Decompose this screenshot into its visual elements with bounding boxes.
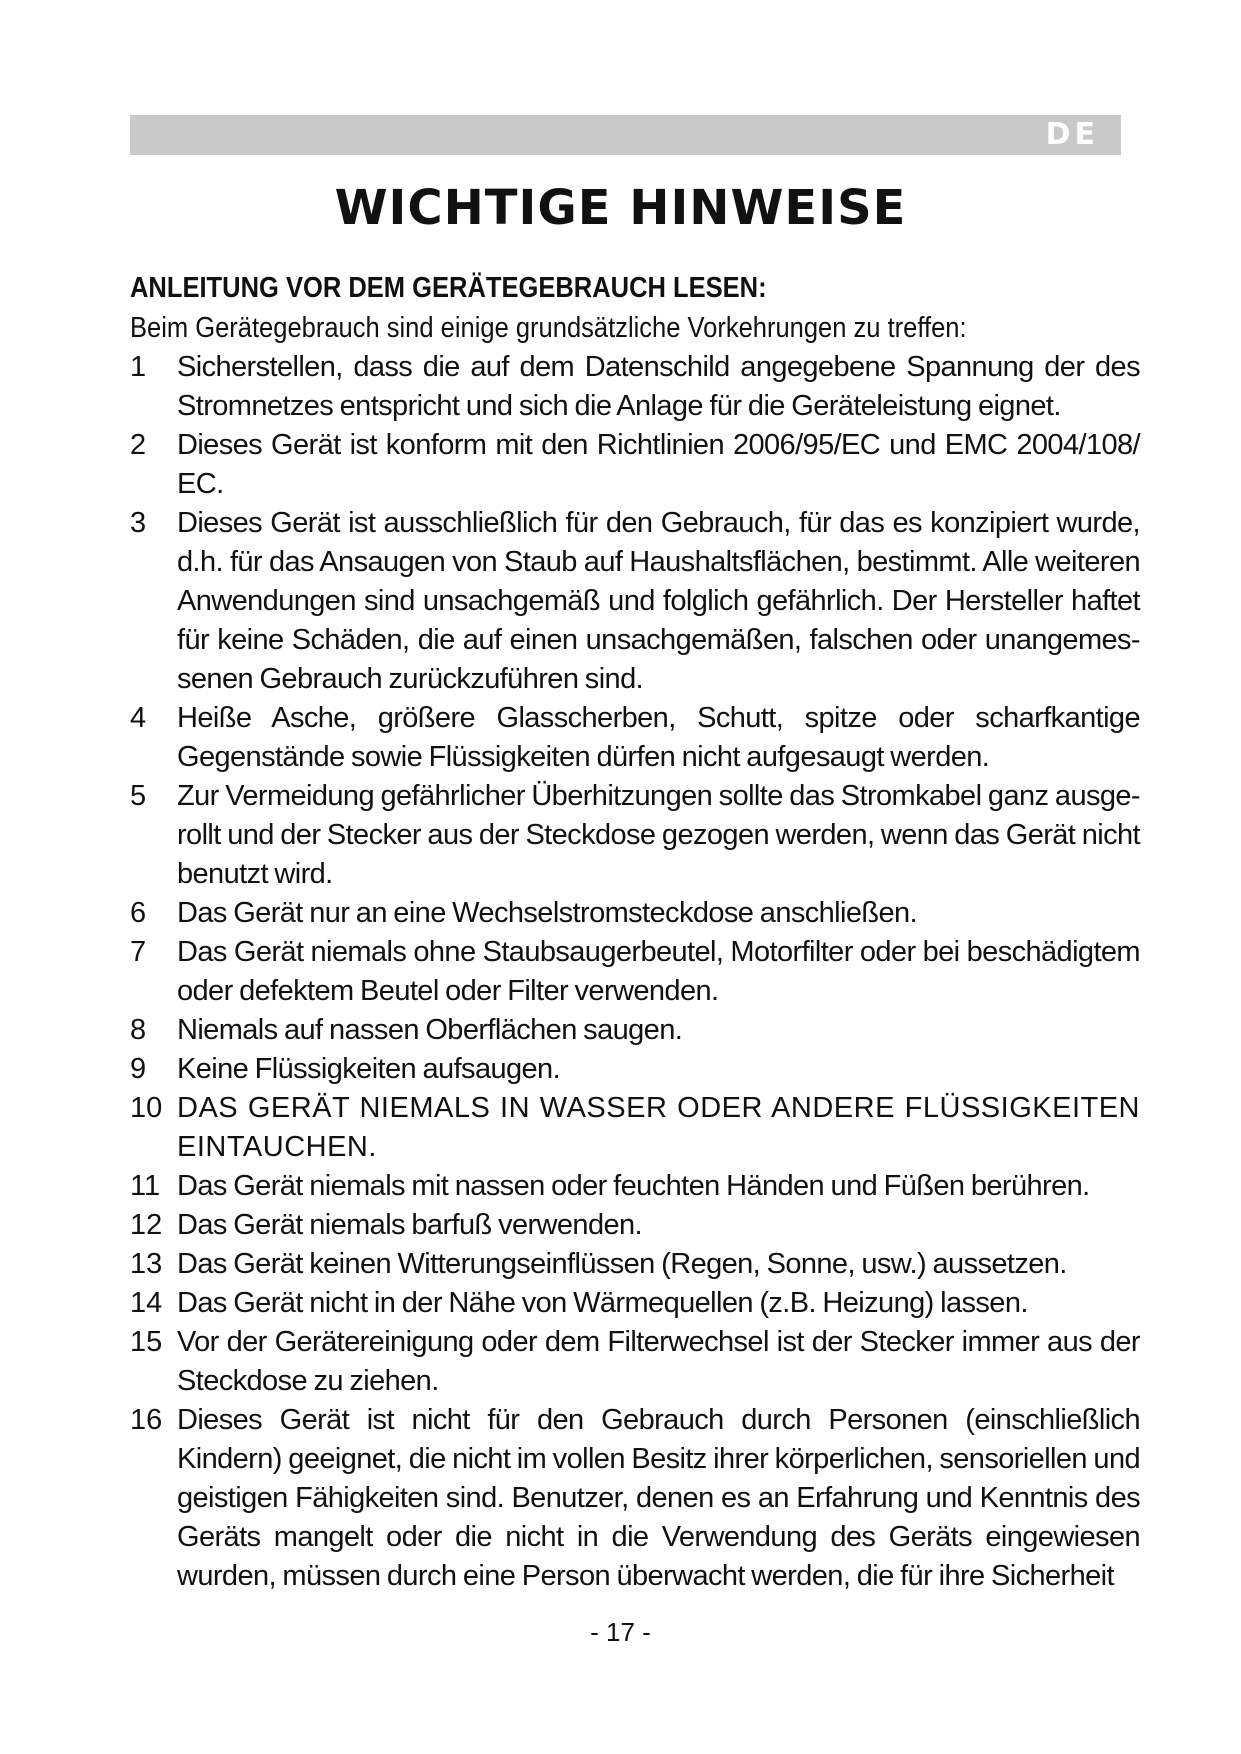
list-item-text: Dieses Gerät ist ausschließlich für den Gebrauch, für das es konzipiert wurde, d.h. für das Ansaugen von Staub auf Haushaltsflächen, bestimmt. Alle weiteren Anwendungen sind unsachgemäß und folglich gefährlich. Der Hersteller haftet für keine Schäden, die auf einen unsachgemäßen, falschen oder unangemes-senen Gebrauch zurückzuführen sind.	[177, 507, 1140, 695]
list-item	[130, 1089, 1140, 1167]
list-item-text: Das Gerät niemals ohne Staubsaugerbeutel, Motorfilter oder bei beschädigtem oder defektem Beutel oder Filter verwenden.	[177, 936, 1140, 1007]
list-item-text: Das Gerät keinen Witterungseinflüssen (Regen, Sonne, usw.) aussetzen.	[177, 1248, 1067, 1280]
list-item-number: 9	[130, 1053, 147, 1085]
list-item-number: 7	[130, 936, 147, 968]
list-item	[130, 1401, 1140, 1596]
list-item-number: 1	[130, 351, 147, 383]
list-item-number: 15	[130, 1326, 163, 1358]
list-item-text: DAS GERÄT NIEMALS IN WASSER ODER ANDERE FLÜSSIGKEITEN EINTAUCHEN.	[177, 1092, 1140, 1163]
list-item	[130, 1167, 1140, 1206]
list-item-text: Das Gerät nur an eine Wechselstromsteckdose anschließen.	[177, 897, 918, 929]
list-item	[130, 777, 1140, 894]
safety-rules-list	[130, 348, 1140, 1596]
list-item-number: 8	[130, 1014, 147, 1046]
list-item-text: Das Gerät niemals mit nassen oder feuchten Händen und Füßen berühren.	[177, 1170, 1090, 1202]
list-item-number: 4	[130, 702, 147, 734]
list-item	[130, 1206, 1140, 1245]
list-item	[130, 1245, 1140, 1284]
intro-text: Beim Gerätegebrauch sind einige grundsätzliche Vorkehrungen zu treffen:	[130, 312, 967, 344]
section-subheading: ANLEITUNG VOR DEM GERÄTEGEBRAUCH LESEN:	[130, 272, 767, 304]
list-item	[130, 1050, 1140, 1089]
list-item	[130, 1011, 1140, 1050]
list-item-text: Vor der Gerätereinigung oder dem Filterwechsel ist der Stecker immer aus der Steckdose zu ziehen.	[177, 1326, 1140, 1397]
list-item	[130, 933, 1140, 1011]
list-item	[130, 1323, 1140, 1401]
list-item-number: 10	[130, 1092, 163, 1124]
list-item-number: 14	[130, 1287, 163, 1319]
list-item-number: 5	[130, 780, 147, 812]
list-item	[130, 894, 1140, 933]
language-header-bar	[130, 115, 1121, 155]
list-item-number: 2	[130, 429, 147, 461]
list-item	[130, 504, 1140, 699]
list-item-number: 12	[130, 1209, 163, 1241]
list-item-number: 13	[130, 1248, 163, 1280]
instructions-section	[130, 268, 1140, 1596]
list-item-number: 16	[130, 1404, 163, 1436]
list-item-text: Dieses Gerät ist konform mit den Richtlinien 2006/95/EC und EMC 2004/108/ EC.	[177, 429, 1140, 500]
list-item-text: Sicherstellen, dass die auf dem Datenschild angegebene Spannung der des Stromnetzes entspricht und sich die Anlage für die Geräteleistung eignet.	[177, 351, 1140, 422]
list-item-text: Dieses Gerät ist nicht für den Gebrauch durch Personen (einschließlich Kindern) geeignet, die nicht im vollen Besitz ihrer körperlichen, sensoriellen und geistigen Fähigkeiten sind. Benutzer, denen es an Erfahrung und Kenntnis des Geräts mangelt oder die nicht in die Verwendung des Geräts eingewiesen wurden, müssen durch eine Person überwacht werden, die für ihre Sicherheit	[177, 1404, 1140, 1592]
page-title: WICHTIGE HINWEISE	[334, 180, 907, 236]
list-item-text: Niemals auf nassen Oberflächen saugen.	[177, 1014, 683, 1046]
list-item-text: Keine Flüssigkeiten aufsaugen.	[177, 1053, 561, 1085]
list-item-text: Das Gerät niemals barfuß verwenden.	[177, 1209, 642, 1241]
list-item-number: 11	[130, 1170, 161, 1202]
list-item-text: Zur Vermeidung gefährlicher Überhitzungen sollte das Stromkabel ganz ausge-rollt und der Stecker aus der Steckdose gezogen werden, wenn das Gerät nicht benutzt wird.	[177, 780, 1140, 890]
list-item-text: Heiße Asche, größere Glasscherben, Schutt, spitze oder scharfkantige Gegenstände sowie Flüssigkeiten dürfen nicht aufgesaugt werden.	[177, 702, 1140, 773]
list-item	[130, 699, 1140, 777]
list-item	[130, 426, 1140, 504]
list-item-number: 3	[130, 507, 147, 539]
language-code: DE	[1045, 117, 1099, 152]
page-number: - 17 -	[590, 1617, 651, 1647]
list-item-number: 6	[130, 897, 147, 929]
list-item	[130, 348, 1140, 426]
list-item-text: Das Gerät nicht in der Nähe von Wärmequellen (z.B. Heizung) lassen.	[177, 1287, 1028, 1319]
list-item	[130, 1284, 1140, 1323]
